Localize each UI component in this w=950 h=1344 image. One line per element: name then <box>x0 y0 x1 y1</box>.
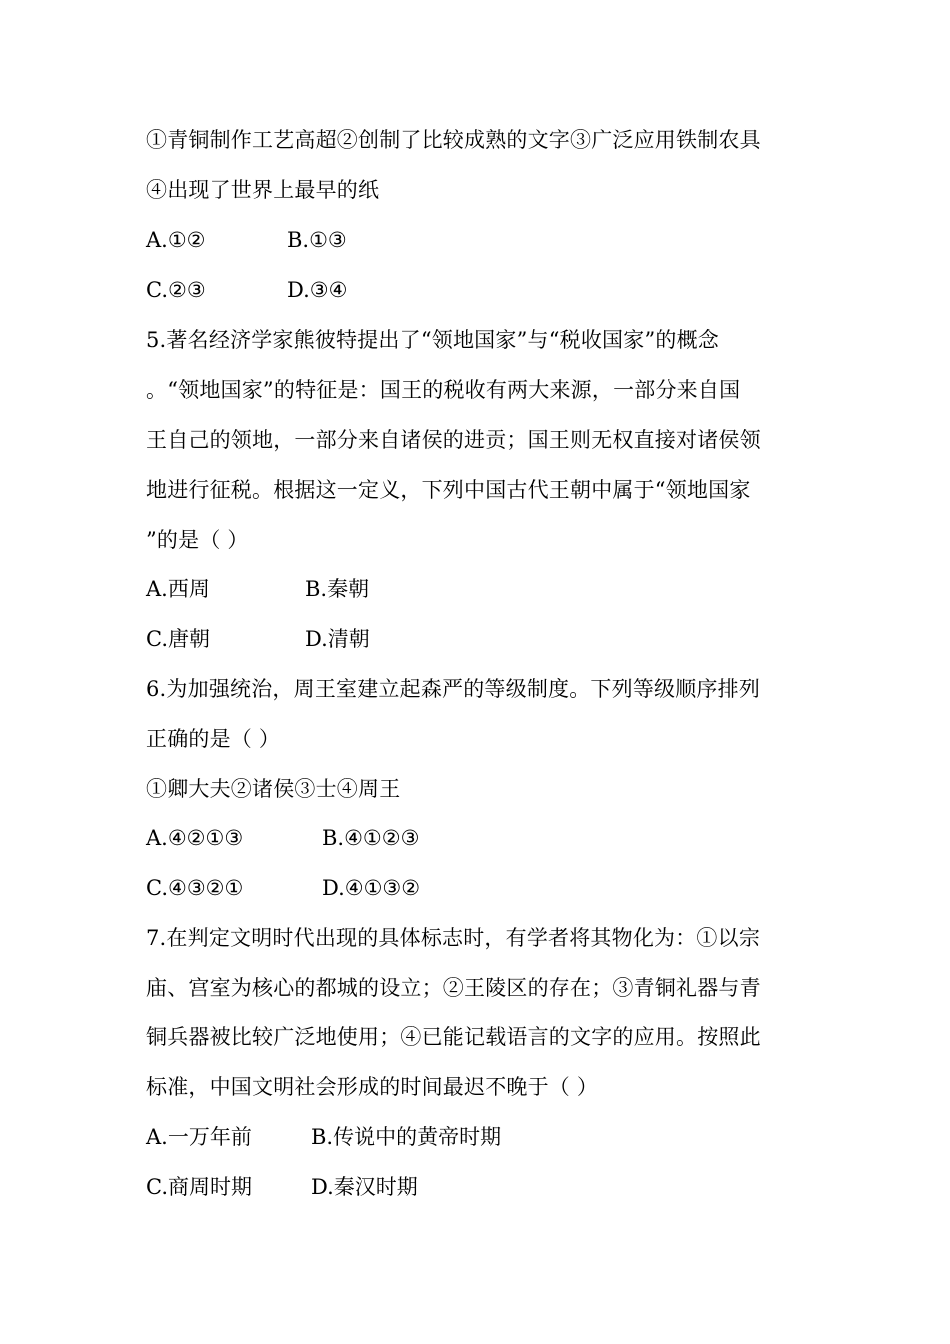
q7-option-a: A.一万年前 <box>146 1125 252 1149</box>
q4-option-c: C.②③ <box>146 278 206 302</box>
q7-option-c: C.商周时期 <box>146 1175 252 1199</box>
q7-option-d: D.秦汉时期 <box>311 1175 418 1199</box>
q7-stem-line-4: 标准，中国文明社会形成的时间最迟不晚于（ ） <box>146 1075 599 1099</box>
q5-stem-line-1: 5.著名经济学家熊彼特提出了“领地国家”与“税收国家”的概念 <box>146 328 719 352</box>
q5-option-d: D.清朝 <box>305 627 370 651</box>
q4-option-a: A.①② <box>146 228 206 252</box>
q5-option-a: A.西周 <box>146 577 210 601</box>
q6-statements: ①卿大夫②诸侯③士④周王 <box>146 777 401 801</box>
q4-statements-line-2: ④出现了世界上最早的纸 <box>146 178 380 202</box>
q6-option-a: A.④②①③ <box>146 826 244 850</box>
q6-option-d: D.④①③② <box>322 876 421 900</box>
q7-stem-line-2: 庙、宫室为核心的都城的设立；②王陵区的存在；③青铜礼器与青 <box>146 976 761 1000</box>
q6-stem-line-2: 正确的是（ ） <box>146 727 281 751</box>
q5-stem-line-5: ”的是（ ） <box>146 528 249 552</box>
q7-option-b: B.传说中的黄帝时期 <box>311 1125 502 1149</box>
q4-statements-line-1: ①青铜制作工艺高超②创制了比较成熟的文字③广泛应用铁制农具 <box>146 128 761 152</box>
q5-stem-line-3: 王自己的领地，一部分来自诸侯的进贡；国王则无权直接对诸侯领 <box>146 428 761 452</box>
q4-option-d: D.③④ <box>287 278 348 302</box>
q5-option-c: C.唐朝 <box>146 627 210 651</box>
q7-stem-line-3: 铜兵器被比较广泛地使用；④已能记载语言的文字的应用。按照此 <box>146 1025 761 1049</box>
q6-option-c: C.④③②① <box>146 876 244 900</box>
q7-stem-line-1: 7.在判定文明时代出现的具体标志时，有学者将其物化为：①以宗 <box>146 926 761 950</box>
q5-stem-line-2: 。“领地国家”的特征是：国王的税收有两大来源，一部分来自国 <box>146 378 741 402</box>
q6-stem-line-1: 6.为加强统治，周王室建立起森严的等级制度。下列等级顺序排列 <box>146 677 761 701</box>
q6-option-b: B.④①②③ <box>322 826 420 850</box>
q4-option-b: B.①③ <box>287 228 347 252</box>
q5-stem-line-4: 地进行征税。根据这一定义，下列中国古代王朝中属于“领地国家 <box>146 478 751 502</box>
q5-option-b: B.秦朝 <box>305 577 370 601</box>
